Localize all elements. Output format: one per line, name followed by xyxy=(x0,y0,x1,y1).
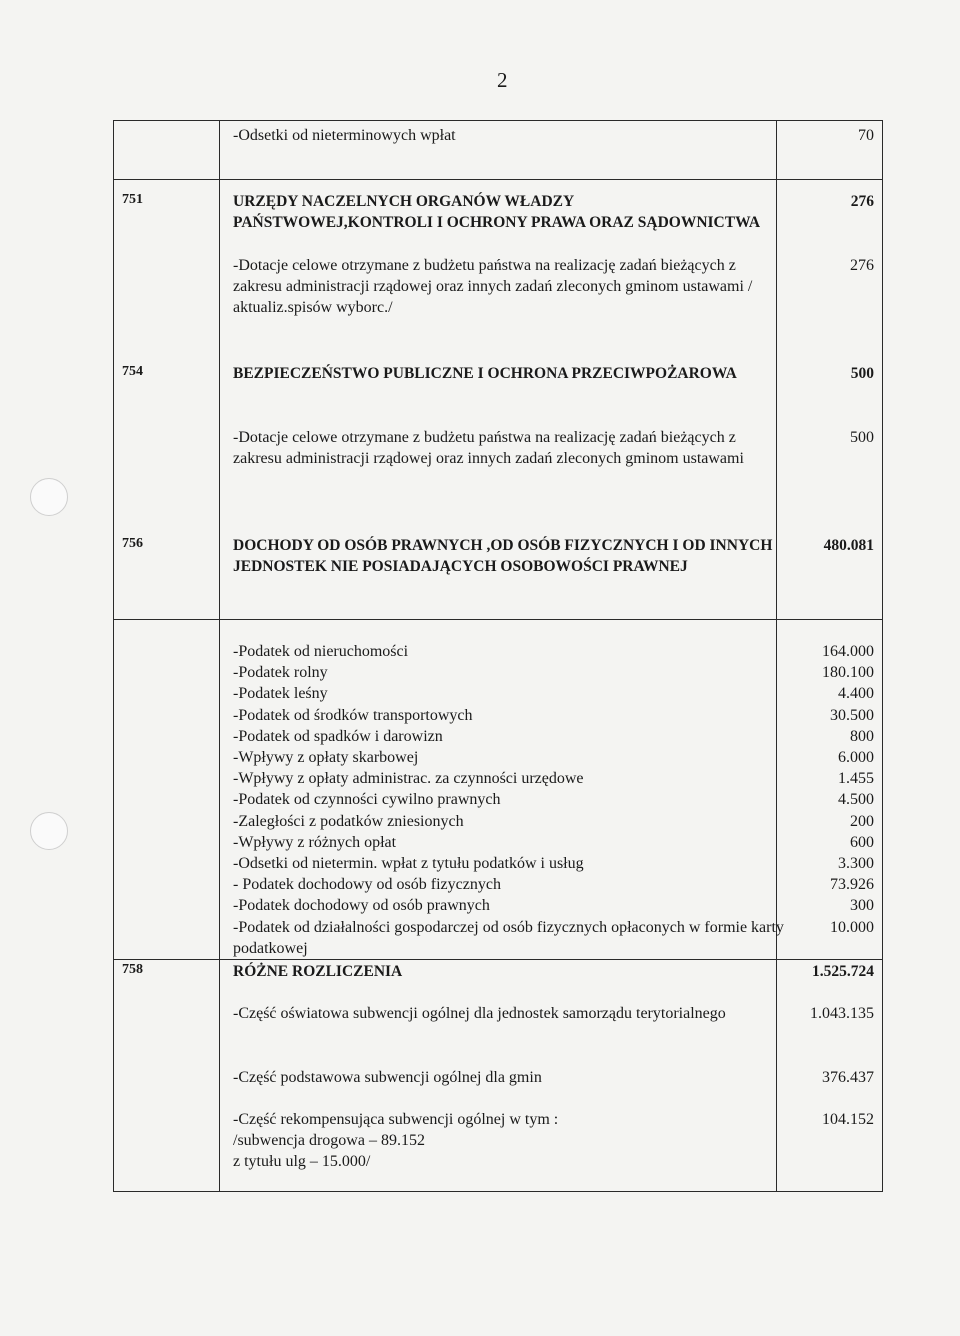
section-code: 754 xyxy=(122,364,143,379)
row-description: -Część oświatowa subwencji ogólnej dla jednostek samorządu terytorialnego xyxy=(233,1005,726,1022)
row-amount: 376.437 xyxy=(822,1069,874,1086)
row-amount: 70 xyxy=(858,127,874,144)
item-description: -Podatek od spadków i darowizn xyxy=(233,727,443,745)
item-description: -Podatek od nieruchomości xyxy=(233,643,409,660)
description-line: z tytułu ulg – 15.000/ xyxy=(233,1153,371,1170)
list-item xyxy=(114,853,882,874)
section-title: BEZPIECZEŃSTWO PUBLICZNE I OCHRONA PRZECIWPOŻAROWA xyxy=(233,365,737,382)
description-line: /subwencja drogowa – 89.152 xyxy=(233,1132,425,1149)
item-amount: 200 xyxy=(850,812,874,830)
item-description: -Podatek rolny xyxy=(233,664,328,682)
binder-hole xyxy=(30,478,68,516)
item-description: -Wpływy z opłaty administrac. za czynności urzędowe xyxy=(233,770,584,788)
budget-table xyxy=(113,120,883,1192)
item-amount: 164.000 xyxy=(822,643,874,660)
item-amount: 4.400 xyxy=(838,685,874,703)
description-line: -Część rekompensująca subwencji ogólnej w tym : xyxy=(233,1111,559,1128)
list-item xyxy=(114,705,882,726)
item-description: -Podatek od środków transportowych xyxy=(233,706,473,724)
item-amount: 10.000 xyxy=(830,918,874,936)
item-description: -Odsetki od nietermin. wpłat z tytułu podatków i usług xyxy=(233,855,584,872)
row-divider xyxy=(114,179,882,180)
item-description: -Podatek od czynności cywilno prawnych xyxy=(233,791,501,809)
list-item xyxy=(114,726,882,747)
item-description: -Podatek leśny xyxy=(233,685,328,703)
list-item xyxy=(114,662,882,683)
item-description: -Wpływy z opłaty skarbowej xyxy=(233,749,419,766)
list-item xyxy=(114,683,882,704)
section-code: 758 xyxy=(122,962,143,977)
binder-hole xyxy=(30,812,68,850)
list-item xyxy=(114,811,882,832)
row-divider xyxy=(114,959,882,960)
section-total: 1.525.724 xyxy=(812,963,874,980)
item-amount: 4.500 xyxy=(838,791,874,809)
item-amount: 180.100 xyxy=(822,664,874,682)
item-amount: 6.000 xyxy=(838,749,874,766)
section-code: 756 xyxy=(122,536,143,551)
list-item xyxy=(114,917,882,957)
item-amount: 73.926 xyxy=(830,876,874,894)
list-item xyxy=(114,747,882,768)
item-amount: 600 xyxy=(850,833,874,851)
item-description: -Podatek od działalności gospodarczej od osób fizycznych opłaconych w formie karty podatkowej xyxy=(233,918,784,957)
section-code: 751 xyxy=(122,192,143,207)
list-item xyxy=(114,895,882,916)
item-description: -Zaległości z podatków zniesionych xyxy=(233,812,464,830)
list-item xyxy=(114,832,882,853)
section-total: 480.081 xyxy=(823,537,874,554)
row-amount: 500 xyxy=(850,429,874,446)
item-amount: 1.455 xyxy=(838,770,874,788)
row-description: -Część podstawowa subwencji ogólnej dla gmin xyxy=(233,1069,542,1086)
item-description: -Podatek dochodowy od osób prawnych xyxy=(233,897,490,915)
item-description: - Podatek dochodowy od osób fizycznych xyxy=(233,876,501,894)
row-description: -Dotacje celowe otrzymane z budżetu państwa na realizację zadań bieżących z zakresu administracji rządowej oraz innych zadań zleconych gminom ustawami xyxy=(233,429,744,467)
list-item xyxy=(114,768,882,789)
section-title: DOCHODY OD OSÓB PRAWNYCH ,OD OSÓB FIZYCZNYCH I OD INNYCH JEDNOSTEK NIE POSIADAJĄCYCH OSOBOWOŚCI PRAWNEJ xyxy=(233,537,773,575)
row-amount: 276 xyxy=(850,257,874,274)
item-amount: 3.300 xyxy=(838,855,874,872)
section-title: RÓŻNE ROZLICZENIA xyxy=(233,963,403,980)
row-divider xyxy=(114,619,882,620)
row-description xyxy=(233,1109,773,1172)
row-description: -Dotacje celowe otrzymane z budżetu państwa na realizację zadań bieżących z zakresu administracji rządowej oraz innych zadań zleconych gminom ustawami / aktualiz.spisów wyborc./ xyxy=(233,257,753,316)
section-total: 500 xyxy=(850,365,874,382)
item-description: -Wpływy z różnych opłat xyxy=(233,833,397,851)
row-amount: 1.043.135 xyxy=(810,1005,874,1022)
list-item xyxy=(114,789,882,810)
list-item xyxy=(114,874,882,895)
item-amount: 300 xyxy=(850,897,874,915)
row-amount: 104.152 xyxy=(822,1111,874,1128)
item-amount: 800 xyxy=(850,727,874,745)
section-total: 276 xyxy=(850,193,874,210)
row-description: -Odsetki od nieterminowych wpłat xyxy=(233,127,456,144)
list-item xyxy=(114,641,882,662)
section-title: URZĘDY NACZELNYCH ORGANÓW WŁADZY PAŃSTWOWEJ,KONTROLI I OCHRONY PRAWA ORAZ SĄDOWNICTWA xyxy=(233,193,761,231)
item-amount: 30.500 xyxy=(830,706,874,724)
page-number: 2 xyxy=(497,68,508,92)
